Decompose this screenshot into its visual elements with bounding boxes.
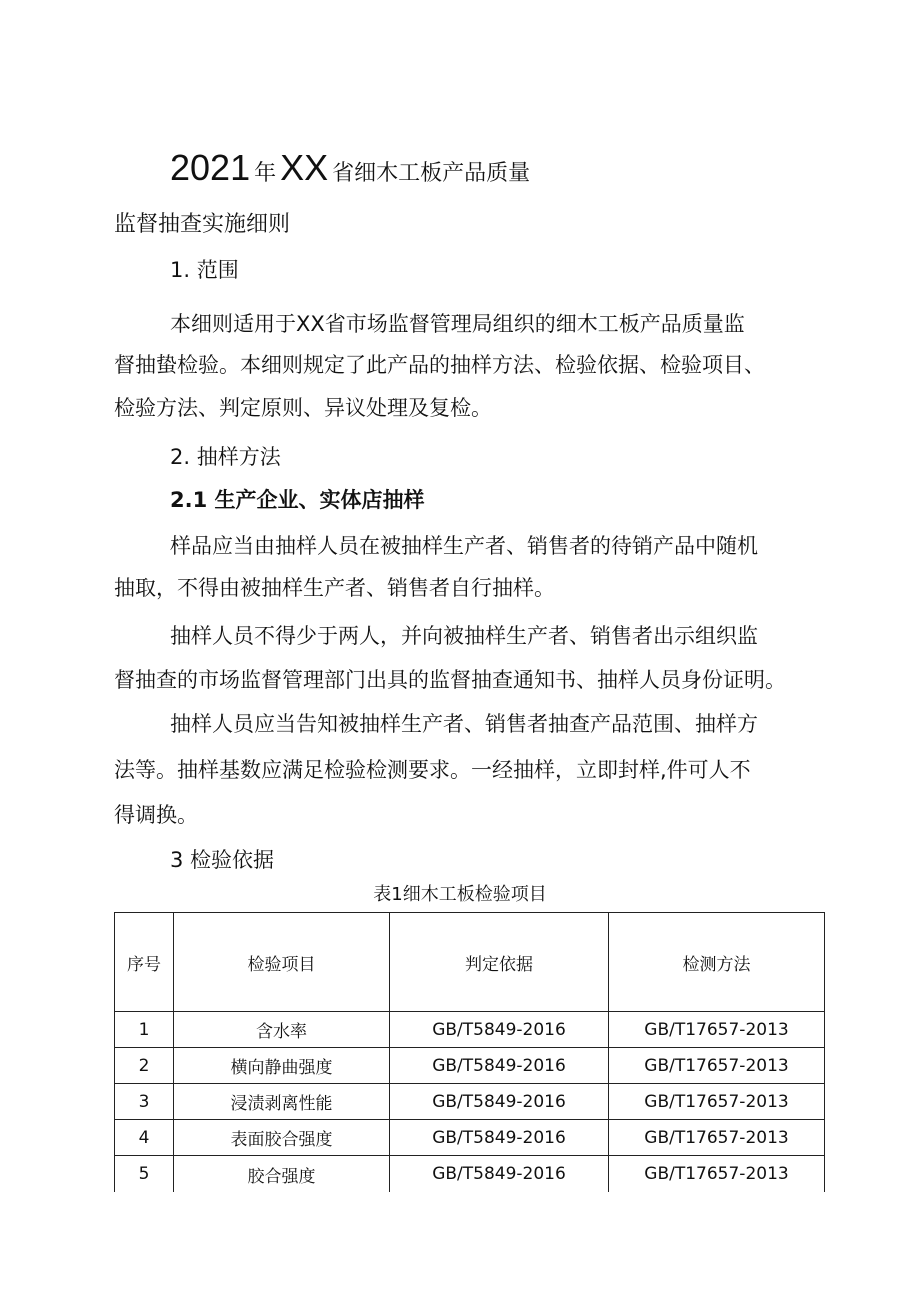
cell-method: GB/T17657-2013 (609, 1012, 825, 1048)
document-title (170, 147, 534, 188)
cell-item: 表面胶合强度 (174, 1120, 390, 1156)
section-2-heading: 2. 抽样方法 (170, 445, 281, 469)
cell-basis: GB/T5849-2016 (390, 1120, 609, 1156)
cell-basis: GB/T5849-2016 (390, 1012, 609, 1048)
section-3-heading: 3 检验依据 (170, 848, 275, 872)
title-region: XX (280, 147, 329, 188)
section-2-paragraph-3-line-3: 得调换。 (114, 803, 198, 827)
cell-item: 浸渍剥离性能 (174, 1084, 390, 1120)
cell-index: 4 (115, 1120, 174, 1156)
section-2-paragraph-3-line-1: 抽样人员应当告知被抽样生产者、销售者抽查产品范围、抽样方 (170, 712, 758, 736)
header-method: 检测方法 (609, 913, 825, 1012)
section-2-paragraph-3-line-2: 法等。抽样基数应满足检验检测要求。一经抽样，立即封样,件可人不 (114, 758, 751, 782)
section-1-heading: 1. 范围 (170, 258, 239, 282)
section-2-paragraph-1-line-1: 样品应当由抽样人员在被抽样生产者、销售者的待销产品中随机 (170, 534, 758, 558)
table-header-row (115, 913, 825, 1012)
cell-basis: GB/T5849-2016 (390, 1048, 609, 1084)
cell-index: 3 (115, 1084, 174, 1120)
section-2-paragraph-2-line-1: 抽样人员不得少于两人，并向被抽样生产者、销售者出示组织监 (170, 624, 758, 648)
cell-index: 1 (115, 1012, 174, 1048)
cell-method: GB/T17657-2013 (609, 1156, 825, 1193)
cell-item: 胶合强度 (174, 1156, 390, 1193)
section-1-paragraph-line-3: 检验方法、判定原则、异议处理及复检。 (114, 396, 492, 420)
section-1-paragraph-line-1: 本细则适用于XX省市场监督管理局组织的细木工板产品质量监 (170, 312, 745, 336)
table-row (115, 1012, 825, 1048)
section-2-paragraph-2-line-2: 督抽查的市场监督管理部门出具的监督抽查通知书、抽样人员身份证明。 (114, 668, 786, 692)
header-item: 检验项目 (174, 913, 390, 1012)
cell-method: GB/T17657-2013 (609, 1084, 825, 1120)
header-basis: 判定依据 (390, 913, 609, 1012)
cell-index: 5 (115, 1156, 174, 1193)
cell-item: 含水率 (174, 1012, 390, 1048)
inspection-items-table (114, 912, 825, 1192)
cell-item: 横向静曲强度 (174, 1048, 390, 1084)
cell-method: GB/T17657-2013 (609, 1048, 825, 1084)
table-row (115, 1048, 825, 1084)
cell-basis: GB/T5849-2016 (390, 1084, 609, 1120)
table-row (115, 1120, 825, 1156)
cell-index: 2 (115, 1048, 174, 1084)
table-caption: 表1细木工板检验项目 (373, 884, 547, 905)
title-year: 2021 (170, 147, 251, 188)
section-2-paragraph-1-line-2: 抽取，不得由被抽样生产者、销售者自行抽样。 (114, 576, 555, 600)
table-row (115, 1156, 825, 1193)
cell-basis: GB/T5849-2016 (390, 1156, 609, 1193)
section-2-1-heading: 2.1 生产企业、实体店抽样 (170, 488, 425, 512)
title-nian: 年 (254, 161, 277, 186)
title-rest: 省细木工板产品质量 (332, 161, 531, 186)
header-index: 序号 (115, 913, 174, 1012)
cell-method: GB/T17657-2013 (609, 1120, 825, 1156)
document-subtitle: 监督抽查实施细则 (114, 212, 291, 237)
table-row (115, 1084, 825, 1120)
section-1-paragraph-line-2: 督抽蛰检验。本细则规定了此产品的抽样方法、检验依据、检验项目、 (114, 353, 765, 377)
